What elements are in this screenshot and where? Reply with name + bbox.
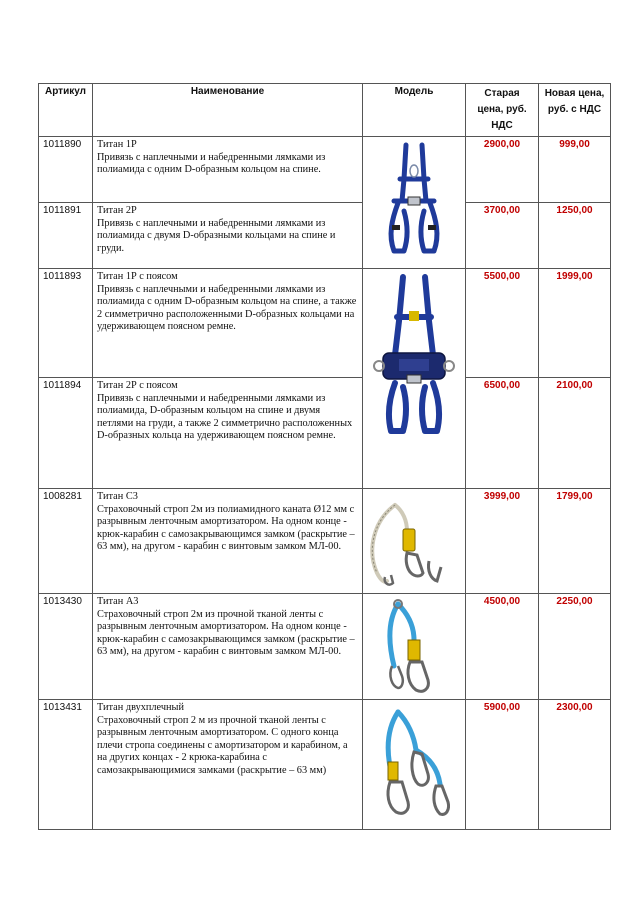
description-cell: [93, 700, 363, 830]
product-description: Страховочный строп 2 м из прочной тканой ленты с разрывным ленточным амортизатором. С одного конца плечи стропа соединены с амортизатором и карабином, а на других концах - 2 крюка-карабина с самозакрывающимися замками (раскрытие – 63 мм): [97, 714, 348, 776]
table-row: [39, 489, 611, 594]
header-new-price: Новая цена, руб. с НДС: [539, 84, 611, 137]
old-price-cell: 3999,00: [466, 489, 539, 594]
table-row: [39, 378, 611, 489]
table-row: [39, 269, 611, 378]
old-price-cell: 5900,00: [466, 700, 539, 830]
article-cell: 1008281: [39, 489, 93, 594]
table-row: [39, 137, 611, 203]
model-cell: [363, 700, 466, 830]
product-description: Привязь с наплечными и набедренными лямками из полиамида, D-образным кольцом на спине и двумя петлями на груди, а также 2 симметрично расположенных D-образных кольца на удерживающем поясном ремне.: [97, 392, 353, 442]
description-cell: [93, 594, 363, 700]
header-row: [39, 84, 611, 137]
harness-1-icon: [374, 139, 454, 261]
article-cell: 1013430: [39, 594, 93, 700]
product-description: Привязь с наплечными и набедренными лямками из полиамида с двумя D-образными кольцами на спине и груди.: [97, 217, 336, 254]
article-cell: 1011893: [39, 269, 93, 378]
header-article: Артикул: [39, 84, 93, 137]
new-price-cell: 1250,00: [539, 203, 611, 269]
header-model: Модель: [363, 84, 466, 137]
product-name: Титан А3: [97, 596, 139, 607]
description-cell: [93, 378, 363, 489]
new-price-cell: 2250,00: [539, 594, 611, 700]
product-description: Привязь с наплечными и набедренными лямками из полиамида с одним D-образным кольцом на спине, а также 2 симметрично расположенными D-образных кольцами на удерживающем поясном ремне.: [97, 283, 357, 333]
product-description: Страховочный строп 2м из прочной тканой ленты с разрывным ленточным амортизатором. На одном конце - крюк-карабин с самозакрывающимся замком (раскрытие – 63 мм), на другом - карабин с винтовым замком МЛ-00.: [97, 608, 355, 658]
table-row: [39, 700, 611, 830]
new-price-cell: 1799,00: [539, 489, 611, 594]
article-cell: 1011894: [39, 378, 93, 489]
header-name: Наименование: [93, 84, 363, 137]
old-price-cell: 5500,00: [466, 269, 539, 378]
table-row: [39, 203, 611, 269]
model-cell: [363, 137, 466, 269]
rope-lanyard-icon: [367, 491, 463, 587]
product-name: Титан 2Р с поясом: [97, 380, 178, 391]
model-cell: [363, 594, 466, 700]
harness-2-icon: [369, 271, 459, 439]
old-price-cell: 6500,00: [466, 378, 539, 489]
product-description: Страховочный строп 2м из полиамидного каната Ø12 мм с разрывным ленточным амортизатором. На одном конце - крюк-карабин с самозакрывающимся замком (раскрытие – 63 мм), на другом - карабин с винтовым замком МЛ-00.: [97, 503, 355, 553]
article-cell: 1011890: [39, 137, 93, 203]
new-price-cell: 2300,00: [539, 700, 611, 830]
product-name: Титан 1Р: [97, 139, 137, 150]
model-cell: [363, 269, 466, 489]
new-price-cell: 999,00: [539, 137, 611, 203]
product-name: Титан 1Р с поясом: [97, 271, 178, 282]
description-cell: [93, 269, 363, 378]
header-old-price: Старая цена, руб. НДС: [466, 84, 539, 137]
new-price-cell: 2100,00: [539, 378, 611, 489]
product-name: Титан двухплечный: [97, 702, 184, 713]
product-name: Титан С3: [97, 491, 138, 502]
twin-lanyard-icon: [378, 702, 450, 822]
price-table: [38, 83, 611, 830]
table-row: [39, 594, 611, 700]
old-price-cell: 2900,00: [466, 137, 539, 203]
product-description: Привязь с наплечными и набедренными лямками из полиамида с одним D-образным кольцом на спине.: [97, 151, 326, 176]
product-name: Титан 2Р: [97, 205, 137, 216]
old-price-cell: 3700,00: [466, 203, 539, 269]
model-cell: [363, 489, 466, 594]
article-cell: 1013431: [39, 700, 93, 830]
description-cell: [93, 137, 363, 203]
description-cell: [93, 203, 363, 269]
new-price-cell: 1999,00: [539, 269, 611, 378]
article-cell: 1011891: [39, 203, 93, 269]
old-price-cell: 4500,00: [466, 594, 539, 700]
description-cell: [93, 489, 363, 594]
webbing-lanyard-icon: [384, 596, 444, 696]
